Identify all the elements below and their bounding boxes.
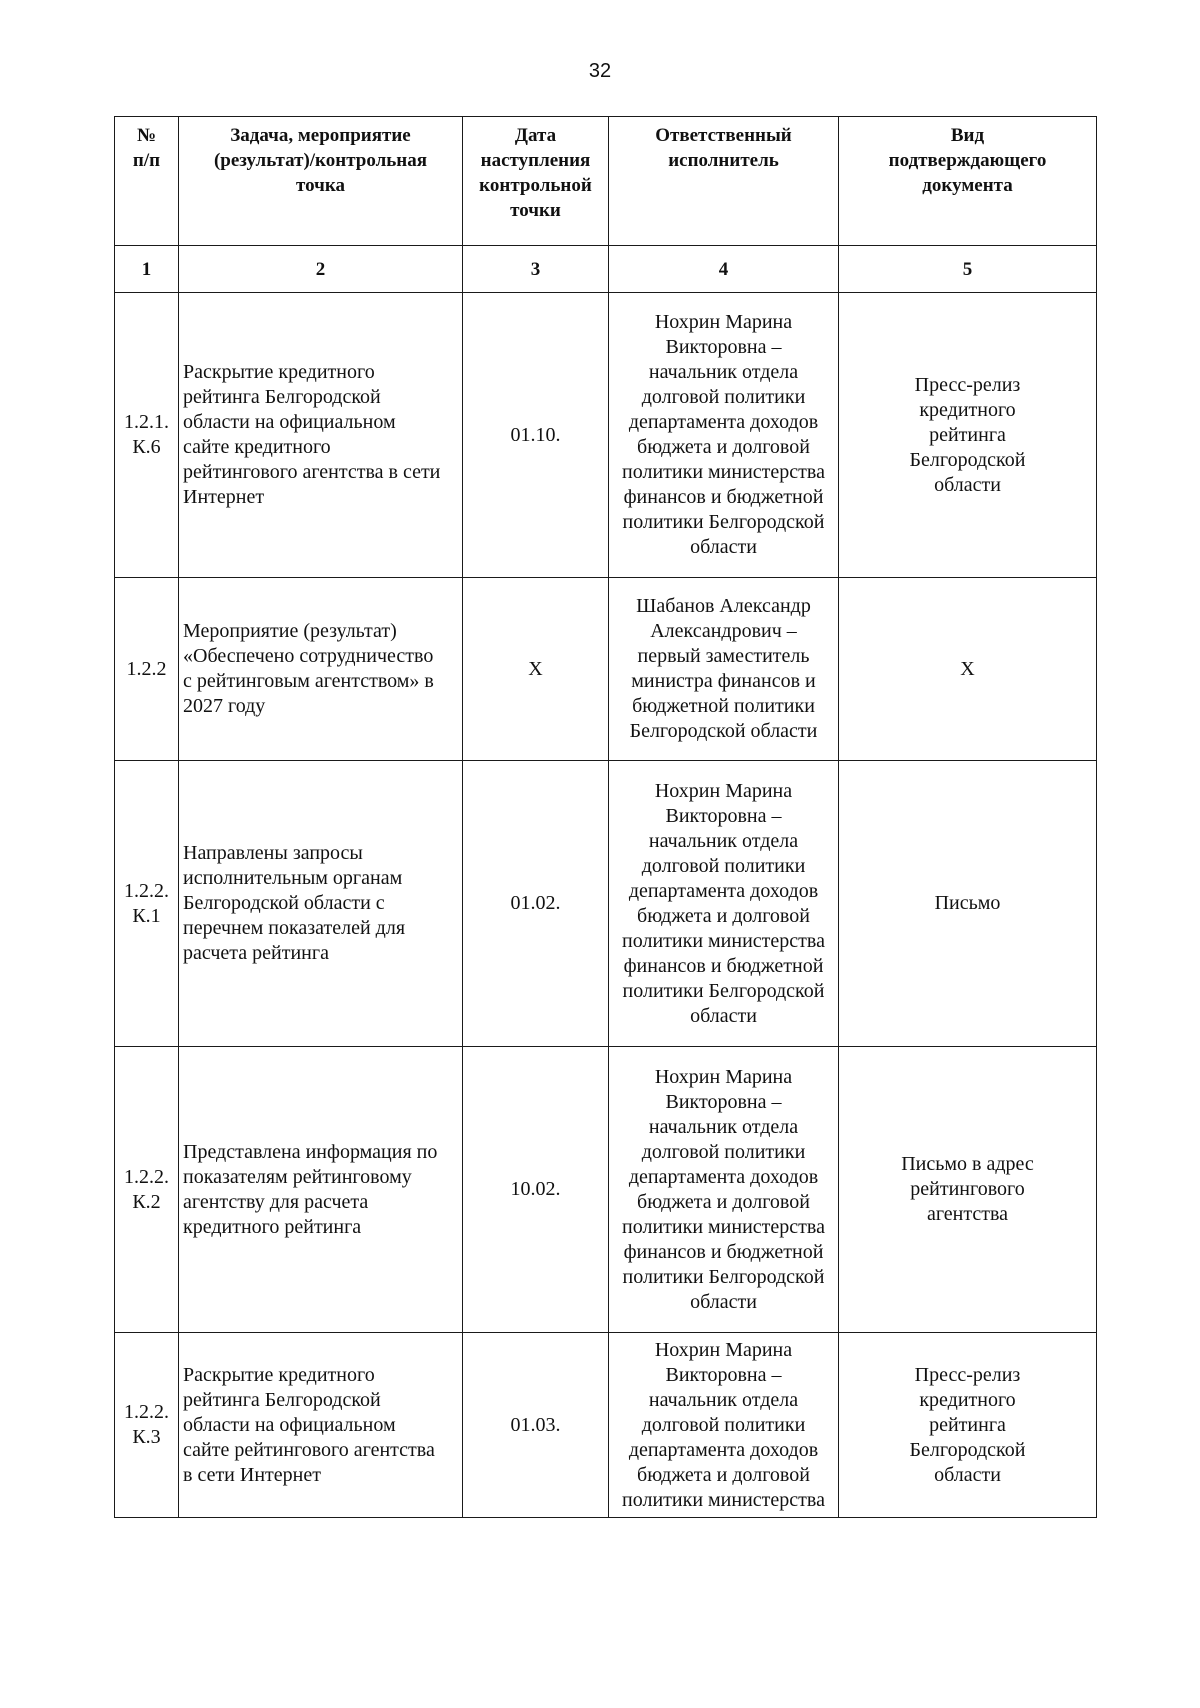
row-date: 01.03.: [463, 1333, 609, 1518]
table-header-row: [115, 117, 1097, 246]
header-responsible: Ответственный исполнитель: [609, 117, 839, 246]
column-index: 1: [115, 246, 179, 293]
row-responsible: Нохрин Марина Викторовна – начальник отдела долговой политики департамента доходов бюджета и долговой политики министерства: [609, 1333, 839, 1518]
column-index: 3: [463, 246, 609, 293]
column-index-row: [115, 246, 1097, 293]
row-document: Письмо в адрес рейтингового агентства: [839, 1047, 1097, 1333]
row-task: Представлена информация по показателям рейтинговому агентству для расчета кредитного рейтинга: [179, 1047, 463, 1333]
row-number: 1.2.2. К.3: [115, 1333, 179, 1518]
table-row: [115, 293, 1097, 578]
row-date: 01.10.: [463, 293, 609, 578]
row-number: 1.2.2. К.2: [115, 1047, 179, 1333]
header-number: № п/п: [115, 117, 179, 246]
plan-table: [114, 116, 1097, 1518]
header-document: Вид подтверждающего документа: [839, 117, 1097, 246]
table-row: [115, 761, 1097, 1047]
row-number: 1.2.2: [115, 578, 179, 761]
page-number: 32: [588, 60, 612, 82]
row-document: Пресс-релиз кредитного рейтинга Белгородской области: [839, 1333, 1097, 1518]
header-date: Дата наступления контрольной точки: [463, 117, 609, 246]
row-task: Раскрытие кредитного рейтинга Белгородской области на официальном сайте кредитного рейтингового агентства в сети Интернет: [179, 293, 463, 578]
table-row: [115, 1047, 1097, 1333]
table-row: [115, 578, 1097, 761]
row-date: Х: [463, 578, 609, 761]
column-index: 4: [609, 246, 839, 293]
row-document: Х: [839, 578, 1097, 761]
row-number: 1.2.1. К.6: [115, 293, 179, 578]
column-index: 2: [179, 246, 463, 293]
table-row: [115, 1333, 1097, 1518]
row-document: Письмо: [839, 761, 1097, 1047]
row-responsible: Нохрин Марина Викторовна – начальник отдела долговой политики департамента доходов бюджета и долговой политики министерства финансов и бюджетной политики Белгородской области: [609, 1047, 839, 1333]
header-task: Задача, мероприятие (результат)/контрольная точка: [179, 117, 463, 246]
row-task: Направлены запросы исполнительным органам Белгородской области с перечнем показателей для расчета рейтинга: [179, 761, 463, 1047]
row-date: 01.02.: [463, 761, 609, 1047]
row-date: 10.02.: [463, 1047, 609, 1333]
row-responsible: Нохрин Марина Викторовна – начальник отдела долговой политики департамента доходов бюджета и долговой политики министерства финансов и бюджетной политики Белгородской области: [609, 761, 839, 1047]
row-responsible: Нохрин Марина Викторовна – начальник отдела долговой политики департамента доходов бюджета и долговой политики министерства финансов и бюджетной политики Белгородской области: [609, 293, 839, 578]
row-task: Раскрытие кредитного рейтинга Белгородской области на официальном сайте рейтингового агентства в сети Интернет: [179, 1333, 463, 1518]
column-index: 5: [839, 246, 1097, 293]
row-document: Пресс-релиз кредитного рейтинга Белгородской области: [839, 293, 1097, 578]
row-responsible: Шабанов Александр Александрович – первый заместитель министра финансов и бюджетной политики Белгородской области: [609, 578, 839, 761]
row-task: Мероприятие (результат) «Обеспечено сотрудничество с рейтинговым агентством» в 2027 году: [179, 578, 463, 761]
row-number: 1.2.2. К.1: [115, 761, 179, 1047]
